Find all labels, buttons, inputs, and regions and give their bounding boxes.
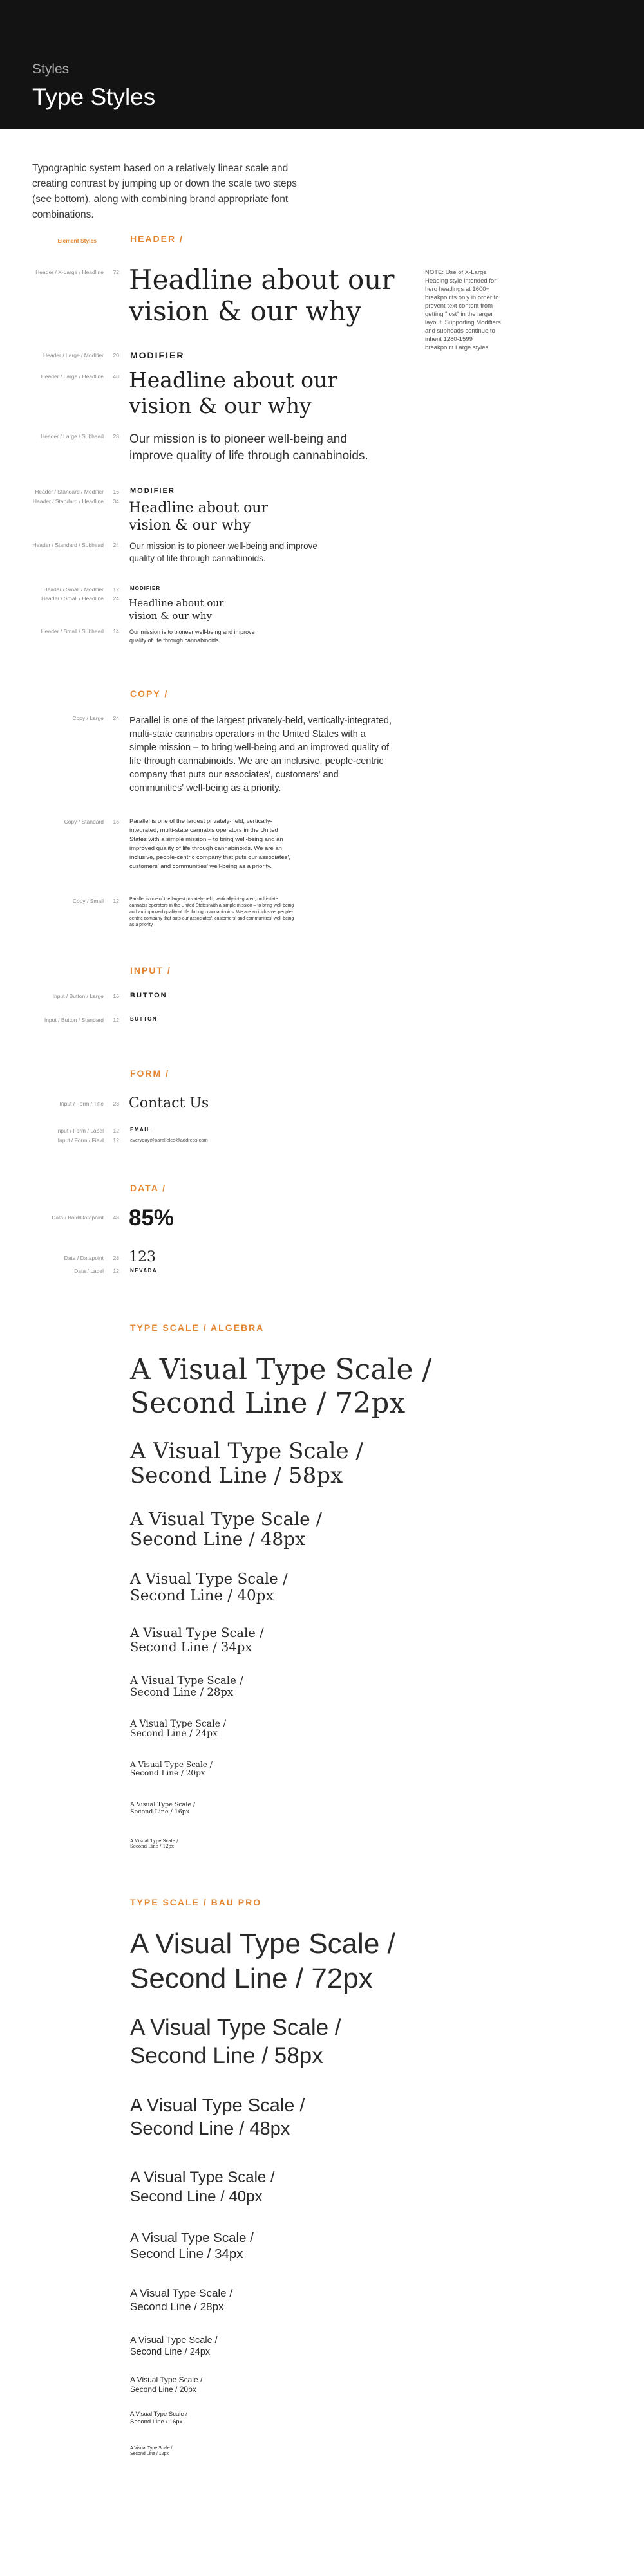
button-large-sample[interactable]: BUTTON <box>130 992 167 999</box>
section-label-data: DATA / <box>130 1183 167 1193</box>
section-label-algebra: TYPE SCALE / ALGEBRA <box>130 1322 265 1333</box>
algebra-scale-34: A Visual Type Scale / Second Line / 34px <box>130 1626 264 1654</box>
copy-small: Parallel is one of the largest privately-held, vertically-integrated, multi-state cannabis operators in the United States with a simple mission – to bring well-being and an improved quality of life through cannabinoids. We are an inclusive, people-centric company that puts our associates', customers' and communities' well-being as a priority. <box>129 897 294 927</box>
algebra-scale-28: A Visual Type Scale / Second Line / 28px <box>130 1674 243 1698</box>
copy-standard: Parallel is one of the largest privately-held, vertically-integrated, multi-state cannabis operators in the United States with a simple mission – to bring well-being and an improved quality of life through cannabinoids. We are an inclusive, people-centric company that puts our associates', customers' and communities' well-being as a priority. <box>129 818 290 870</box>
header-l-modifier: MODIFIER <box>130 350 185 360</box>
page-header <box>0 0 644 129</box>
algebra-scale-20: A Visual Type Scale / Second Line / 20px <box>130 1760 213 1777</box>
bau-scale-20: A Visual Type Scale / Second Line / 20px <box>130 2375 203 2394</box>
header-note: NOTE: Use of X-Large Heading style intended for hero headings at 1600+ breakpoints only in order to prevent text content from getting "lost" in the larger layout. Supporting Modifiers and subheads continue to inherit 1280-1599 breakpoint Large styles. <box>425 269 501 351</box>
section-label-copy: COPY / <box>130 689 169 699</box>
header-sm-subhead: Our mission is to pioneer well-being and improve quality of life through cannabinoids. <box>129 629 255 644</box>
header-s-headline: Headline about our vision & our why <box>129 500 269 533</box>
section-label-header: HEADER / <box>130 234 184 244</box>
form-title-sample: Contact Us <box>129 1095 209 1111</box>
bau-scale-40: A Visual Type Scale / Second Line / 40px <box>130 2169 275 2205</box>
form-label-sample: EMAIL <box>130 1127 151 1133</box>
bau-scale-28: A Visual Type Scale / Second Line / 28px <box>130 2287 233 2313</box>
button-standard-sample[interactable]: BUTTON <box>130 1016 158 1022</box>
data-large-sample: 85% <box>129 1205 175 1230</box>
header-l-headline: Headline about our vision & our why <box>129 367 338 418</box>
section-label-form: FORM / <box>130 1068 169 1079</box>
section-label-bau: TYPE SCALE / BAU PRO <box>130 1897 262 1907</box>
data-point-sample: 123 <box>129 1249 156 1265</box>
bau-scale-48: A Visual Type Scale / Second Line / 48px <box>130 2095 305 2139</box>
header-sm-headline: Headline about our vision & our why <box>129 597 224 622</box>
bau-scale-16: A Visual Type Scale / Second Line / 16px <box>130 2411 187 2425</box>
header-s-modifier: MODIFIER <box>130 487 175 495</box>
section-label-input: INPUT / <box>130 965 171 976</box>
data-label-sample: NEVADA <box>130 1268 158 1274</box>
bau-scale-34: A Visual Type Scale / Second Line / 34px <box>130 2230 254 2261</box>
algebra-scale-40: A Visual Type Scale / Second Line / 40px <box>130 1571 288 1604</box>
algebra-scale-16: A Visual Type Scale / Second Line / 16px <box>130 1801 196 1815</box>
header-s-subhead: Our mission is to pioneer well-being and improve quality of life through cannabinoids. <box>129 541 317 563</box>
header-xl-headline: Headline about our vision & our why <box>129 264 395 327</box>
bau-scale-72: A Visual Type Scale / Second Line / 72px <box>130 1928 395 1994</box>
algebra-scale-12: A Visual Type Scale / Second Line / 12px <box>130 1839 178 1849</box>
bau-scale-24: A Visual Type Scale / Second Line / 24px <box>130 2335 218 2357</box>
algebra-scale-24: A Visual Type Scale / Second Line / 24px <box>130 1719 227 1739</box>
page-title: Type Styles <box>32 84 156 110</box>
element-styles-key: Element Styles <box>57 237 97 244</box>
algebra-scale-58: A Visual Type Scale / Second Line / 58px <box>130 1438 363 1488</box>
page-eyebrow: Styles <box>32 62 70 77</box>
bau-scale-58: A Visual Type Scale / Second Line / 58px <box>130 2015 341 2068</box>
copy-large: Parallel is one of the largest privately-held, vertically-integrated, multi-state cannabis operators in the United States with a simple mission – to bring well-being and an improved quality of life through cannabinoids. We are an inclusive, people-centric company that puts our associates', customers' and communities' well-being as a priority. <box>129 716 392 793</box>
header-sm-modifier: MODIFIER <box>130 586 161 591</box>
algebra-scale-72: A Visual Type Scale / Second Line / 72px <box>130 1353 432 1420</box>
bau-scale-12: A Visual Type Scale / Second Line / 12px <box>130 2446 173 2456</box>
intro-text: Typographic system based on a relatively linear scale and creating contrast by jumping up or down the scale two steps (see bottom), along with combining brand appropriate font combinations. <box>32 163 297 220</box>
form-field-sample[interactable]: everyday@parallelco@address.com <box>130 1137 208 1143</box>
algebra-scale-48: A Visual Type Scale / Second Line / 48px <box>130 1508 323 1550</box>
header-l-subhead: Our mission is to pioneer well-being and improve quality of life through cannabinoids. <box>129 432 368 463</box>
